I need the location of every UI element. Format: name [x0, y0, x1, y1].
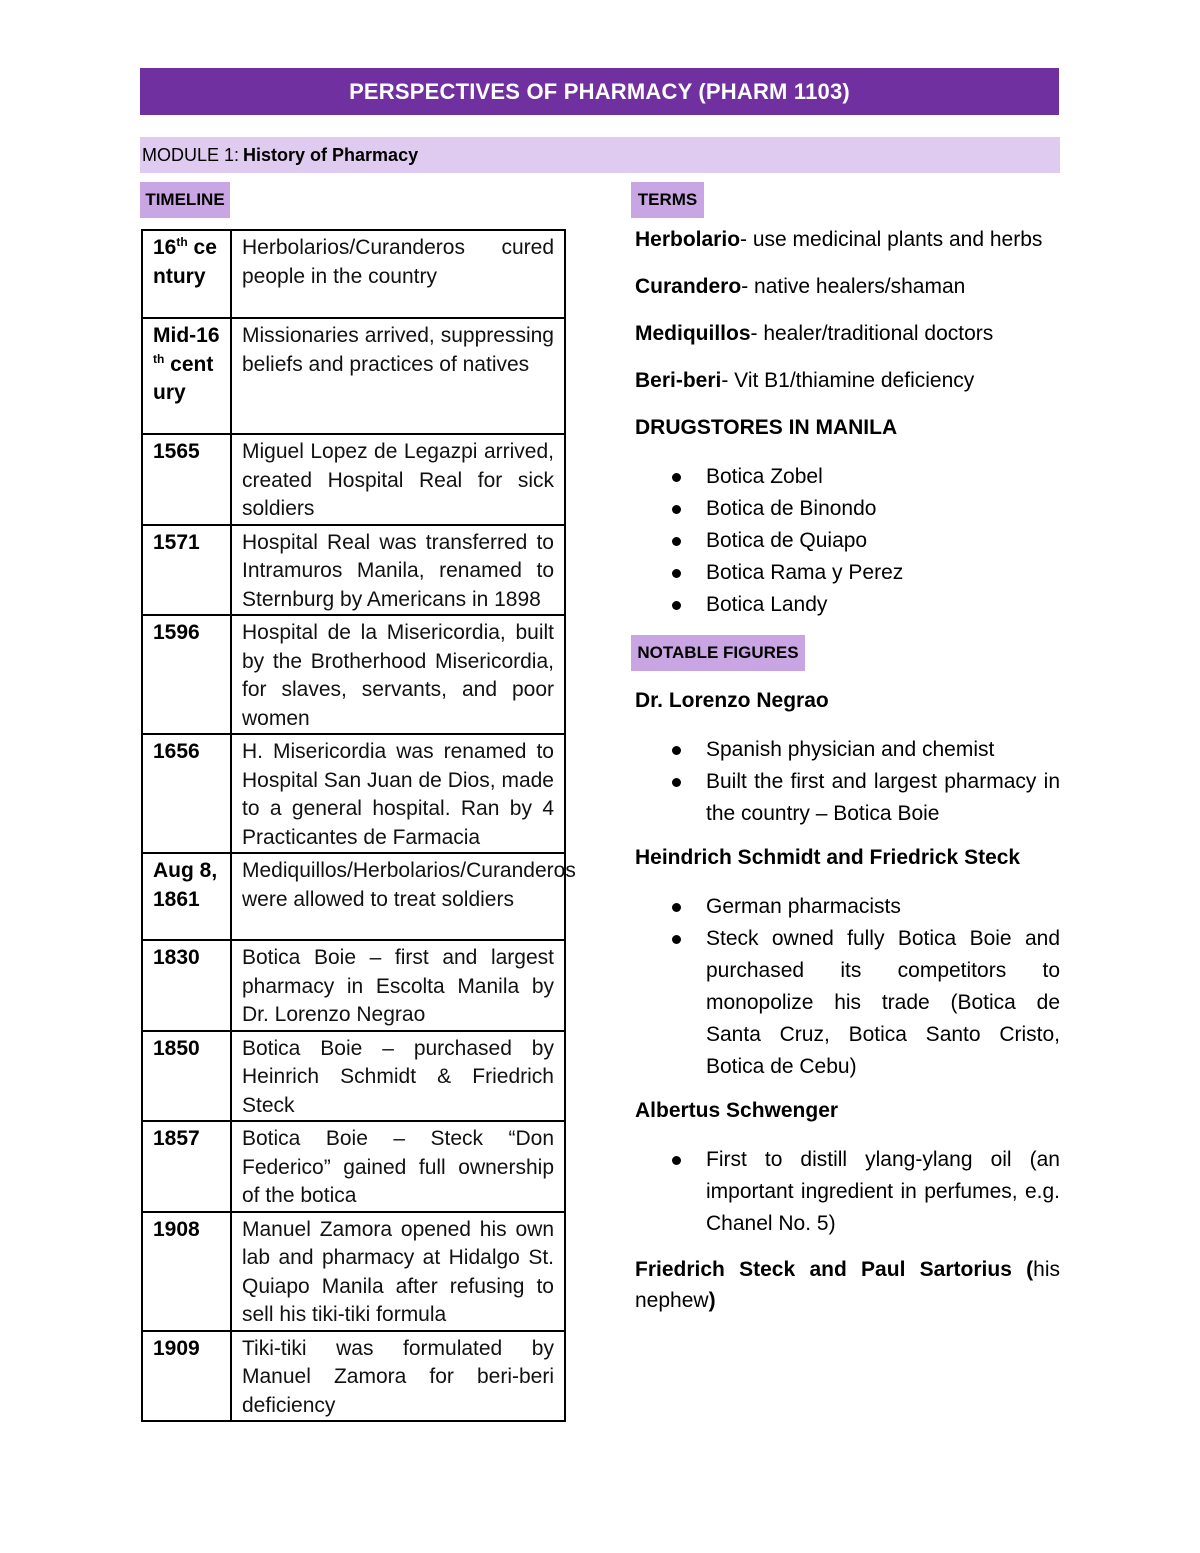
- timeline-desc: Botica Boie – purchased by Heinrich Schmidt & Friedrich Steck: [231, 1031, 565, 1122]
- table-row: [142, 1212, 565, 1331]
- timeline-desc: Mediquillos/Herbolarios/Curanderos were allowed to treat soldiers: [231, 853, 565, 940]
- list-item: Steck owned fully Botica Boie and purchased its competitors to monopolize his trade (Botica de Santa Cruz, Botica Santo Cristo, Botica de Cebu): [635, 923, 1060, 1083]
- timeline-date: 1571: [142, 525, 231, 616]
- drugstores-heading: DRUGSTORES IN MANILA: [635, 416, 898, 439]
- module-name: History of Pharmacy: [243, 144, 419, 165]
- terms-tag: TERMS: [631, 182, 704, 218]
- list-item: Botica Zobel: [635, 461, 1060, 493]
- term-item: [635, 273, 1060, 301]
- page-title: PERSPECTIVES OF PHARMACY (PHARM 1103): [140, 68, 1059, 115]
- list-item: Botica Rama y Perez: [635, 557, 1060, 589]
- bullet-icon: [672, 505, 681, 514]
- term-def: - native healers/shaman: [741, 275, 966, 298]
- table-row: [142, 230, 565, 318]
- timeline-date: 1908: [142, 1212, 231, 1331]
- timeline-date: 1596: [142, 615, 231, 734]
- timeline-date: 1656: [142, 734, 231, 853]
- table-row: [142, 940, 565, 1031]
- term-item: [635, 320, 1060, 348]
- table-row: [142, 434, 565, 525]
- timeline-desc: Manuel Zamora opened his own lab and pharmacy at Hidalgo St. Quiapo Manila after refusing to sell his tiki-tiki formula: [231, 1212, 565, 1331]
- term-def: - healer/traditional doctors: [750, 322, 994, 345]
- term-name: Mediquillos: [635, 322, 751, 345]
- table-row: [142, 1331, 565, 1422]
- table-row: [142, 318, 565, 434]
- timeline-desc: Botica Boie – Steck “Don Federico” gained full ownership of the botica: [231, 1121, 565, 1212]
- figure-points: [635, 891, 1060, 1083]
- timeline-date: 1565: [142, 434, 231, 525]
- timeline-desc: Miguel Lopez de Legazpi arrived, created Hospital Real for sick soldiers: [231, 434, 565, 525]
- module-heading: [140, 137, 1060, 173]
- bullet-icon: [672, 601, 681, 610]
- right-column: [635, 226, 1060, 1316]
- timeline-tag: TIMELINE: [140, 182, 230, 218]
- list-item: Botica Landy: [635, 589, 1060, 621]
- bullet-icon: [672, 903, 681, 912]
- timeline-date: 1830: [142, 940, 231, 1031]
- timeline-date: 1857: [142, 1121, 231, 1212]
- timeline-desc: Hospital de la Misericordia, built by the Brotherhood Misericordia, for slaves, servants, and poor women: [231, 615, 565, 734]
- term-name: Beri-beri: [635, 369, 722, 392]
- term-name: Herbolario: [635, 228, 741, 251]
- timeline-desc: Botica Boie – first and largest pharmacy in Escolta Manila by Dr. Lorenzo Negrao: [231, 940, 565, 1031]
- timeline-desc: H. Misericordia was renamed to Hospital San Juan de Dios, made to a general hospital. Ran by 4 Practicantes de Farmacia: [231, 734, 565, 853]
- notable-figures-tag: NOTABLE FIGURES: [631, 635, 805, 671]
- figure-name-last: Friedrich Steck and Paul Sartorius (his nephew): [635, 1258, 1060, 1312]
- term-item: [635, 226, 1060, 254]
- table-row: [142, 615, 565, 734]
- drugstores-list: [635, 461, 1060, 621]
- table-row: [142, 1031, 565, 1122]
- bullet-icon: [672, 746, 681, 755]
- figure-name: Dr. Lorenzo Negrao: [635, 689, 829, 712]
- timeline-date: 1909: [142, 1331, 231, 1422]
- list-item: Spanish physician and chemist: [635, 734, 1060, 766]
- list-item: German pharmacists: [635, 891, 1060, 923]
- bullet-icon: [672, 537, 681, 546]
- timeline-desc: Missionaries arrived, suppressing beliefs and practices of natives: [231, 318, 565, 434]
- bullet-icon: [672, 1156, 681, 1165]
- list-item: Built the first and largest pharmacy in the country – Botica Boie: [635, 766, 1060, 830]
- figure-name: Heindrich Schmidt and Friedrick Steck: [635, 846, 1021, 869]
- table-row: [142, 734, 565, 853]
- module-label: MODULE 1:: [142, 144, 240, 165]
- timeline-table: [141, 229, 576, 1422]
- bullet-icon: [672, 778, 681, 787]
- table-row: [142, 853, 565, 940]
- timeline-date: 1850: [142, 1031, 231, 1122]
- figure-points: [635, 1144, 1060, 1240]
- term-def: - Vit B1/thiamine deficiency: [721, 369, 975, 392]
- timeline-date: Aug 8, 1861: [142, 853, 231, 940]
- timeline-desc: Hospital Real was transferred to Intramuros Manila, renamed to Sternburg by Americans in 1898: [231, 525, 565, 616]
- list-item: First to distill ylang-ylang oil (an important ingredient in perfumes, e.g. Chanel No. 5): [635, 1144, 1060, 1240]
- timeline-desc: Herbolarios/Curanderos cured people in the country: [231, 230, 565, 318]
- term-item: [635, 367, 1060, 395]
- bullet-icon: [672, 935, 681, 944]
- bullet-icon: [672, 569, 681, 578]
- figure-points: [635, 734, 1060, 830]
- table-row: [142, 1121, 565, 1212]
- list-item: Botica de Binondo: [635, 493, 1060, 525]
- timeline-date: Mid-16th century: [142, 318, 231, 434]
- timeline-desc: Tiki-tiki was formulated by Manuel Zamora for beri-beri deficiency: [231, 1331, 565, 1422]
- term-def: - use medicinal plants and herbs: [740, 228, 1043, 251]
- table-row: [142, 525, 565, 616]
- timeline-date: 16th century: [142, 230, 231, 318]
- bullet-icon: [672, 473, 681, 482]
- list-item: Botica de Quiapo: [635, 525, 1060, 557]
- figure-name: Albertus Schwenger: [635, 1099, 839, 1122]
- term-name: Curandero: [635, 275, 742, 298]
